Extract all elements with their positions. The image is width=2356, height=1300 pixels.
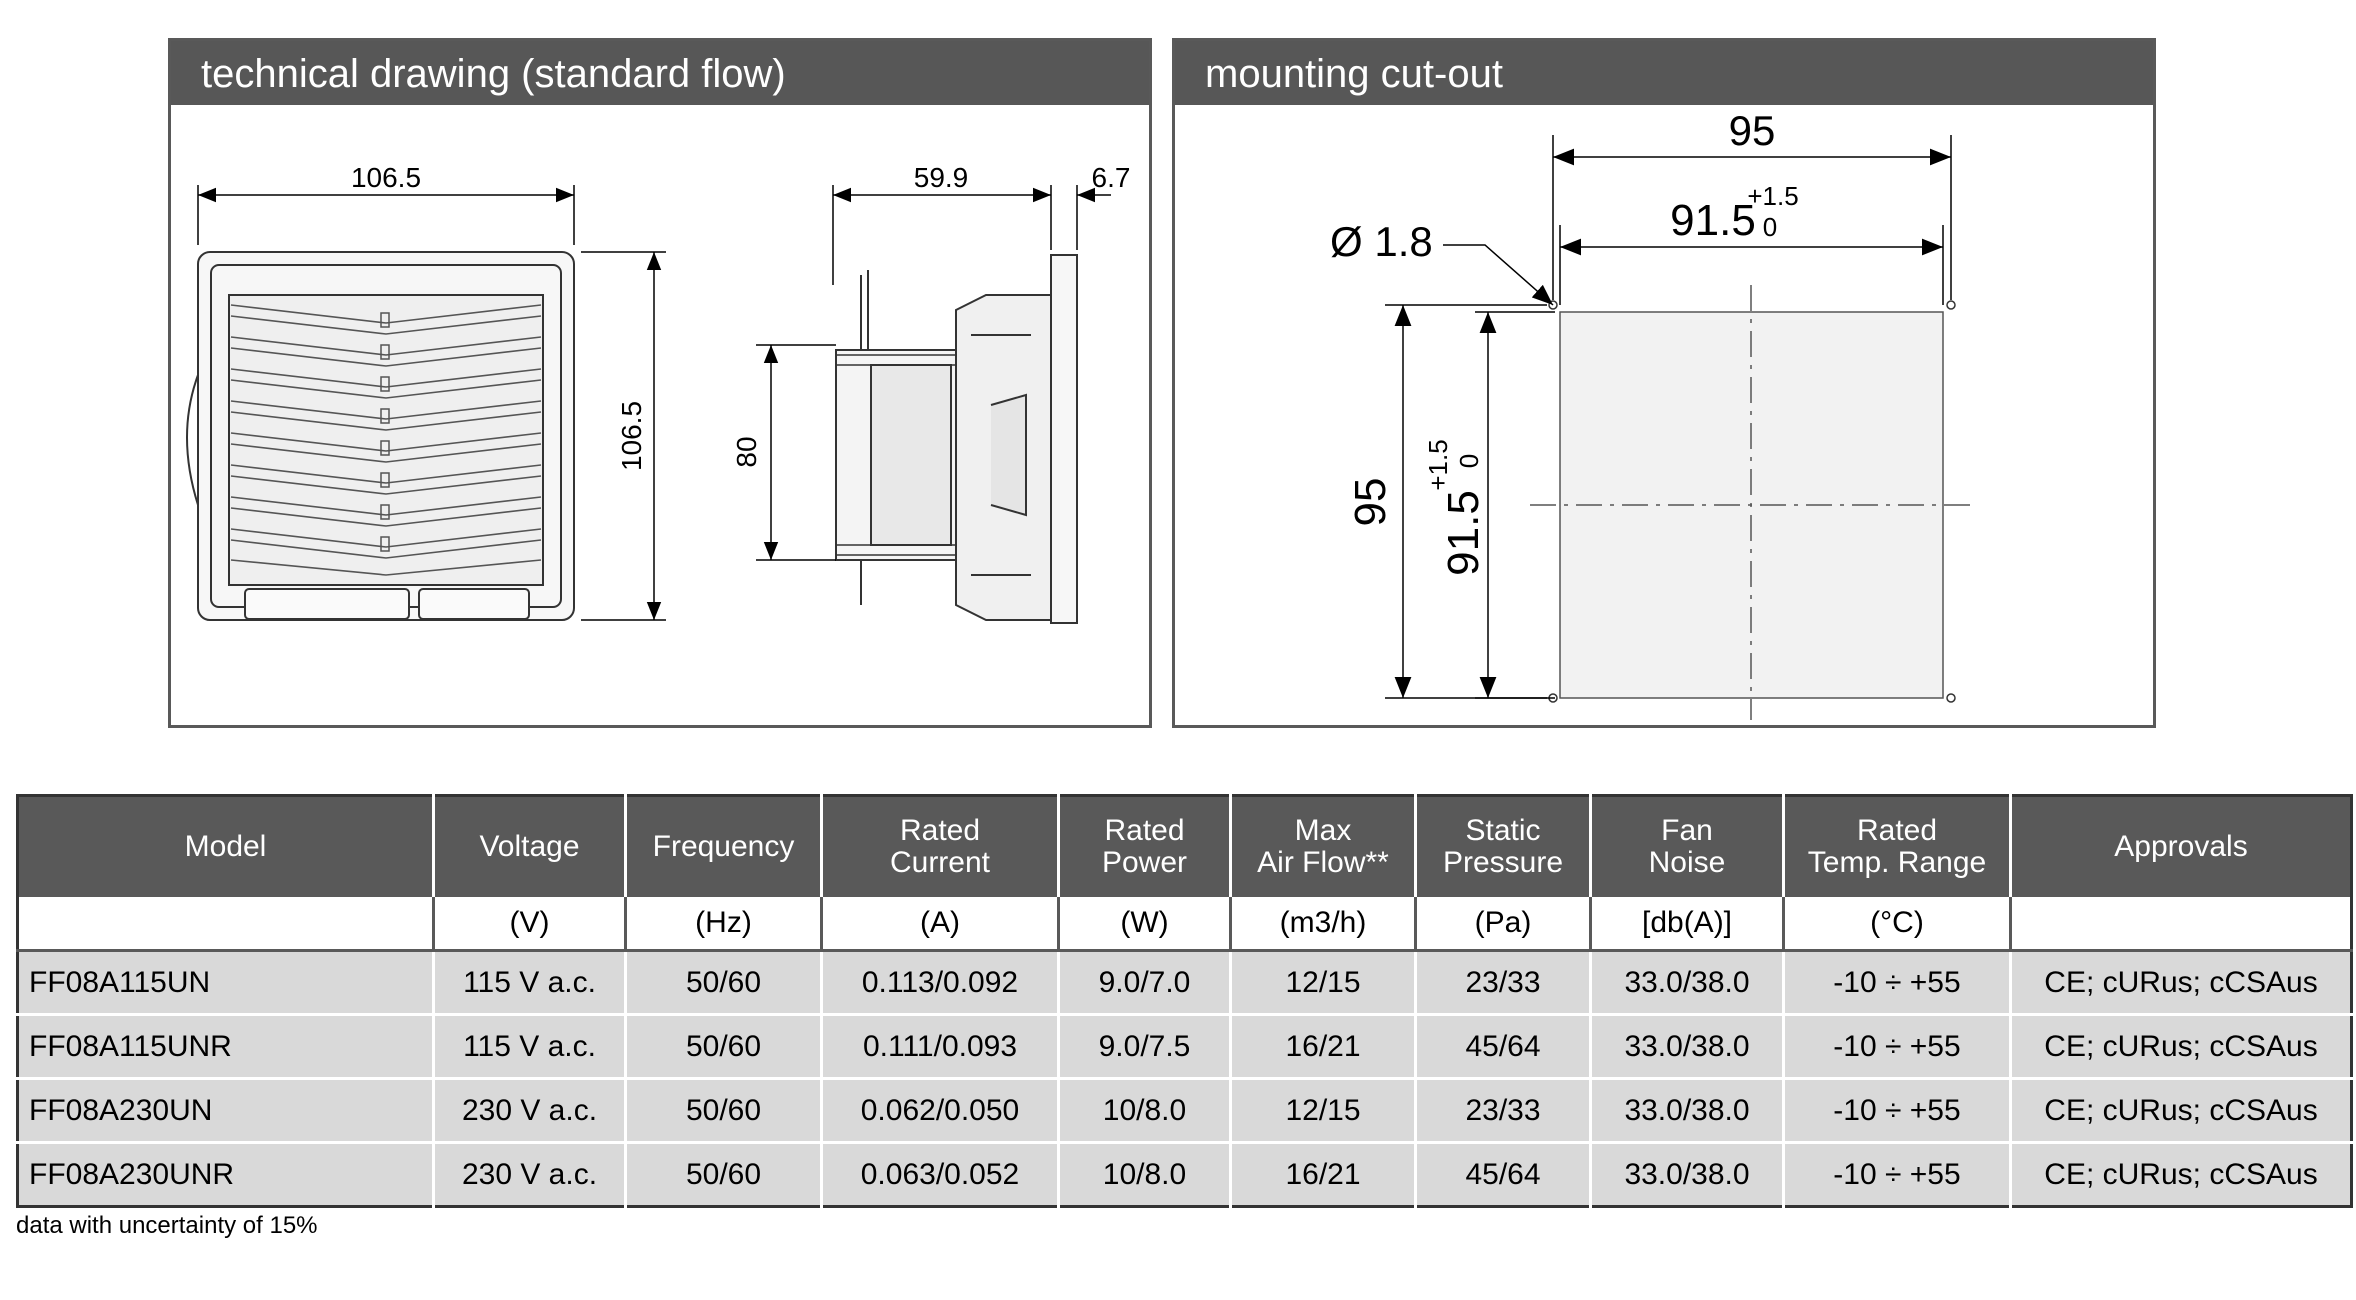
cut-width-label: 91.5 bbox=[1670, 196, 1756, 245]
cell-noise: 33.0/38.0 bbox=[1591, 951, 1784, 1015]
uncertainty-footnote: data with uncertainty of 15% bbox=[16, 1212, 318, 1239]
outer-height-label: 95 bbox=[1346, 477, 1395, 527]
cut-width-tolerance-minus: 0 bbox=[1762, 212, 1778, 242]
cell-temp: -10 ÷ +55 bbox=[1784, 1015, 2011, 1079]
header-rated-current: Rated Current bbox=[822, 796, 1059, 898]
cell-noise: 33.0/38.0 bbox=[1591, 1143, 1784, 1207]
header-model: Model bbox=[18, 796, 434, 898]
cell-air-flow: 16/21 bbox=[1231, 1143, 1416, 1207]
unit-rated-current: (A) bbox=[822, 897, 1059, 951]
front-width-dimension bbox=[198, 185, 574, 245]
cell-temp: -10 ÷ +55 bbox=[1784, 1143, 2011, 1207]
header-air-flow: Max Air Flow** bbox=[1231, 796, 1416, 898]
header-static-pressure: Static Pressure bbox=[1416, 796, 1591, 898]
cell-frequency: 50/60 bbox=[626, 1079, 822, 1143]
table-row bbox=[18, 1143, 2352, 1207]
header-voltage: Voltage bbox=[434, 796, 626, 898]
side-view bbox=[836, 255, 1077, 623]
unit-temp-range: (°C) bbox=[1784, 897, 2011, 951]
cell-pressure: 23/33 bbox=[1416, 951, 1591, 1015]
cut-height-tolerance-minus: 0 bbox=[1454, 453, 1484, 469]
cell-current: 0.111/0.093 bbox=[822, 1015, 1059, 1079]
cell-current: 0.113/0.092 bbox=[822, 951, 1059, 1015]
table-header-row bbox=[18, 796, 2352, 898]
technical-drawing-svg bbox=[171, 105, 1149, 725]
unit-approvals bbox=[2011, 897, 2352, 951]
cell-model: FF08A230UNR bbox=[18, 1143, 434, 1207]
fan-size-dimension bbox=[756, 345, 836, 560]
cell-approvals: CE; cURus; cCSAus bbox=[2011, 1079, 2352, 1143]
fan-size-label: 80 bbox=[731, 436, 762, 468]
cell-model: FF08A115UNR bbox=[18, 1015, 434, 1079]
cell-frequency: 50/60 bbox=[626, 951, 822, 1015]
unit-frequency: (Hz) bbox=[626, 897, 822, 951]
cell-power: 9.0/7.5 bbox=[1059, 1015, 1231, 1079]
cell-power: 10/8.0 bbox=[1059, 1143, 1231, 1207]
cell-temp: -10 ÷ +55 bbox=[1784, 951, 2011, 1015]
cell-power: 9.0/7.0 bbox=[1059, 951, 1231, 1015]
flange-label: 6.7 bbox=[1091, 162, 1131, 193]
cell-model: FF08A230UN bbox=[18, 1079, 434, 1143]
cell-noise: 33.0/38.0 bbox=[1591, 1079, 1784, 1143]
front-height-label: 106.5 bbox=[616, 400, 647, 472]
unit-rated-power: (W) bbox=[1059, 897, 1231, 951]
cell-air-flow: 12/15 bbox=[1231, 1079, 1416, 1143]
cell-voltage: 230 V a.c. bbox=[434, 1143, 626, 1207]
outer-width-label: 95 bbox=[1728, 107, 1776, 154]
cell-noise: 33.0/38.0 bbox=[1591, 1015, 1784, 1079]
mounting-cutout-panel bbox=[1172, 38, 2156, 728]
header-fan-noise: Fan Noise bbox=[1591, 796, 1784, 898]
header-rated-power: Rated Power bbox=[1059, 796, 1231, 898]
cell-pressure: 45/64 bbox=[1416, 1143, 1591, 1207]
cell-voltage: 115 V a.c. bbox=[434, 951, 626, 1015]
table-row bbox=[18, 1015, 2352, 1079]
cell-temp: -10 ÷ +55 bbox=[1784, 1079, 2011, 1143]
header-approvals: Approvals bbox=[2011, 796, 2352, 898]
table-units-row bbox=[18, 897, 2352, 951]
mounting-cutout-svg bbox=[1175, 105, 2153, 725]
cell-approvals: CE; cURus; cCSAus bbox=[2011, 1143, 2352, 1207]
cut-width-tolerance-plus: +1.5 bbox=[1747, 181, 1799, 211]
header-frequency: Frequency bbox=[626, 796, 822, 898]
hole-diameter-leader bbox=[1443, 245, 1553, 305]
technical-drawing-title: technical drawing (standard flow) bbox=[171, 41, 1149, 105]
cell-power: 10/8.0 bbox=[1059, 1079, 1231, 1143]
cell-frequency: 50/60 bbox=[626, 1015, 822, 1079]
header-temp-range: Rated Temp. Range bbox=[1784, 796, 2011, 898]
unit-model bbox=[18, 897, 434, 951]
cell-pressure: 45/64 bbox=[1416, 1015, 1591, 1079]
front-width-label: 106.5 bbox=[350, 162, 422, 193]
cell-voltage: 115 V a.c. bbox=[434, 1015, 626, 1079]
unit-fan-noise: [db(A)] bbox=[1591, 897, 1784, 951]
table-row bbox=[18, 951, 2352, 1015]
cell-frequency: 50/60 bbox=[626, 1143, 822, 1207]
cell-current: 0.063/0.052 bbox=[822, 1143, 1059, 1207]
mounting-cutout-title: mounting cut-out bbox=[1175, 41, 2153, 105]
spec-table bbox=[16, 794, 2353, 1208]
front-view bbox=[187, 252, 574, 620]
hole-diameter-label: Ø 1.8 bbox=[1330, 218, 1433, 265]
cell-model: FF08A115UN bbox=[18, 951, 434, 1015]
unit-static-pressure: (Pa) bbox=[1416, 897, 1591, 951]
technical-drawing-panel bbox=[168, 38, 1152, 728]
table-row bbox=[18, 1079, 2352, 1143]
side-depth-label: 59.9 bbox=[913, 162, 969, 193]
cell-approvals: CE; cURus; cCSAus bbox=[2011, 951, 2352, 1015]
cut-height-tolerance-plus: +1.5 bbox=[1423, 439, 1453, 491]
cut-height-label: 91.5 bbox=[1439, 490, 1488, 576]
unit-air-flow: (m3/h) bbox=[1231, 897, 1416, 951]
cell-air-flow: 12/15 bbox=[1231, 951, 1416, 1015]
cell-approvals: CE; cURus; cCSAus bbox=[2011, 1015, 2352, 1079]
unit-voltage: (V) bbox=[434, 897, 626, 951]
cell-current: 0.062/0.050 bbox=[822, 1079, 1059, 1143]
cell-voltage: 230 V a.c. bbox=[434, 1079, 626, 1143]
cell-air-flow: 16/21 bbox=[1231, 1015, 1416, 1079]
cell-pressure: 23/33 bbox=[1416, 1079, 1591, 1143]
